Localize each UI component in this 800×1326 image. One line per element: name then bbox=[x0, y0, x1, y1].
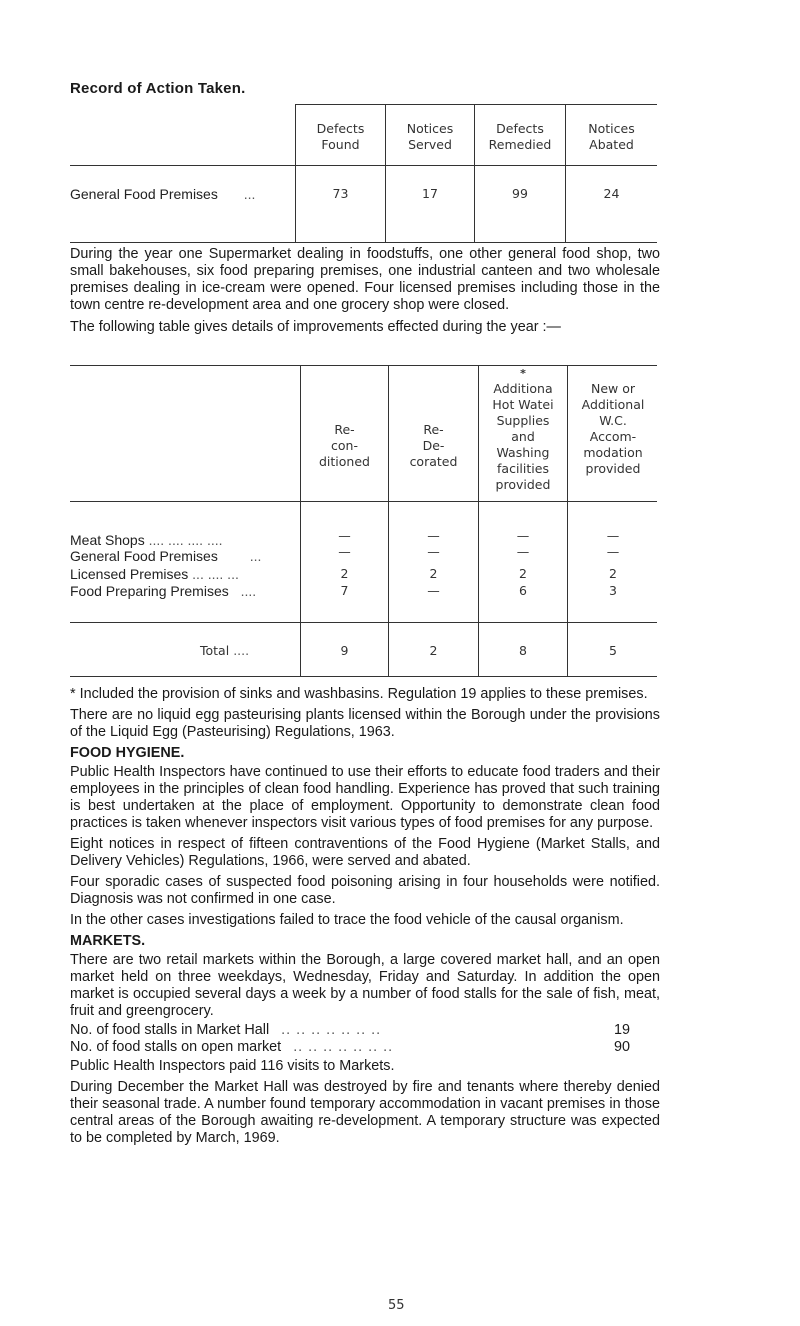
stalls-open-market-row bbox=[70, 1039, 630, 1056]
heading-food-hygiene: FOOD HYGIENE. bbox=[70, 745, 185, 761]
table2-cell: — bbox=[606, 544, 620, 559]
table2-cell: — bbox=[606, 528, 620, 543]
table2-cell: 3 bbox=[609, 583, 617, 598]
table2-cell: — bbox=[427, 583, 440, 598]
stalls-market-hall-row bbox=[70, 1022, 630, 1039]
table2-cell: 7 bbox=[340, 583, 349, 598]
paragraph-table-intro: The following table gives details of improvements effected during the year :— bbox=[70, 319, 561, 335]
page-number: 55 bbox=[388, 1298, 405, 1313]
table1-row-label: General Food Premises ... bbox=[70, 186, 256, 202]
table1-value-defects-remedied: 99 bbox=[512, 186, 528, 201]
table2-row-label: Licensed Premises ... .... ... bbox=[70, 566, 239, 582]
stalls-open-market-label: No. of food stalls on open market bbox=[70, 1039, 282, 1055]
table2-header-hot-water: Additiona Hot Watei Supplies and Washing facilities provided bbox=[492, 381, 554, 492]
table1-value-notices-abated: 24 bbox=[603, 186, 620, 201]
heading-markets: MARKETS. bbox=[70, 933, 146, 949]
paragraph-food-hygiene-1: Public Health Inspectors have continued to use their efforts to educate food traders and their employees in the principles of clean food handling. Experience has proved that such training is best undertaken at the place of employment. Opportunity to demonstrate clean food practices is taken whenever inspectors visit various types of food premises for any purpose. bbox=[70, 764, 660, 831]
table2-cell: — bbox=[427, 544, 440, 559]
table2-cell: 2 bbox=[519, 566, 527, 581]
page-heading: Record of Action Taken. bbox=[70, 80, 246, 97]
paragraph-markets-1: There are two retail markets within the Borough, a large covered market hall, and an open market held on three weekdays, Wednesday, Friday and Saturday. In addition the open market is occupied several days a week by a number of food stalls for the sale of fish, meat, fruit and greengrocery. bbox=[70, 952, 660, 1019]
table2-cell: — bbox=[516, 528, 530, 543]
table2-asterisk: * bbox=[520, 367, 526, 380]
table2-total-label: Total .... bbox=[200, 643, 250, 658]
table2-row-label: Meat Shops .... .... .... .... bbox=[70, 532, 223, 548]
stalls-market-hall-label: No. of food stalls in Market Hall bbox=[70, 1022, 270, 1038]
stalls-market-hall-dots: .. .. .. .. .. .. .. bbox=[281, 1022, 382, 1038]
table1-value-notices-served: 17 bbox=[422, 186, 438, 201]
table2-cell: 2 bbox=[429, 566, 438, 581]
paragraph-markets-2: Public Health Inspectors paid 116 visits to Markets. bbox=[70, 1058, 395, 1074]
stalls-open-market-dots: .. .. .. .. .. .. .. bbox=[293, 1039, 394, 1055]
table2-footnote: * Included the provision of sinks and washbasins. Regulation 19 applies to these premises. bbox=[70, 686, 648, 702]
table2-row-label: Food Preparing Premises .... bbox=[70, 583, 257, 599]
paragraph-food-hygiene-4: In the other cases investigations failed to trace the food vehicle of the causal organism. bbox=[70, 912, 624, 928]
table2-cell: — bbox=[427, 528, 440, 543]
table2-cell: 2 bbox=[340, 566, 349, 581]
table2-header-reconditioned: Re- con- ditioned bbox=[319, 422, 370, 469]
table2-total-reconditioned: 9 bbox=[340, 643, 349, 658]
table2-cell: — bbox=[338, 544, 351, 559]
paragraph-food-hygiene-2: Eight notices in respect of fifteen contraventions of the Food Hygiene (Market Stalls, and Delivery Vehicles) Regulations, 1966, were served and abated. bbox=[70, 836, 660, 869]
table2-total-wc: 5 bbox=[609, 643, 617, 658]
paragraph-openings: During the year one Supermarket dealing in foodstuffs, one other general food shop, two small bakehouses, six food preparing premises, one industrial canteen and two wholesale premises dealing in ice-cream were opened. Four licensed premises including those in the town centre re-development area and one grocery shop were closed. bbox=[70, 246, 660, 313]
table2-cell: 2 bbox=[609, 566, 617, 581]
table2-row-label: General Food Premises ... bbox=[70, 548, 262, 564]
table1-header-defects-found: Defects Found bbox=[316, 121, 365, 152]
paragraph-liquid-egg: There are no liquid egg pasteurising plants licensed within the Borough under the provisions of the Liquid Egg (Pasteurising) Regulations, 1963. bbox=[70, 707, 660, 740]
table1-header-notices-served: Notices Served bbox=[406, 121, 454, 152]
table2-cell: — bbox=[338, 528, 351, 543]
stalls-open-market-value: 90 bbox=[613, 1039, 630, 1055]
table2-cell: 6 bbox=[519, 583, 527, 598]
table2-total-hot-water: 8 bbox=[519, 643, 527, 658]
paragraph-food-hygiene-3: Four sporadic cases of suspected food poisoning arising in four households were notified. Diagnosis was not confirmed in one case. bbox=[70, 874, 660, 907]
stalls-market-hall-value: 19 bbox=[613, 1022, 630, 1038]
paragraph-markets-3: During December the Market Hall was destroyed by fire and tenants where thereby denied their seasonal trade. A number found temporary accommodation in vacant premises in those central areas of the Borough awaiting re-development. A temporary structure was expected to be completed by March, 1969. bbox=[70, 1079, 660, 1146]
table2-total-redecorated: 2 bbox=[429, 643, 438, 658]
table2-header-redecorated: Re- De- corated bbox=[409, 422, 458, 469]
table2-header-wc: New or Additional W.C. Accom- modation provided bbox=[581, 381, 645, 476]
table2-cell: — bbox=[516, 544, 530, 559]
table1-header-notices-abated: Notices Abated bbox=[588, 121, 635, 152]
table1-value-defects-found: 73 bbox=[332, 186, 349, 201]
table1-header-defects-remedied: Defects Remedied bbox=[488, 121, 552, 152]
